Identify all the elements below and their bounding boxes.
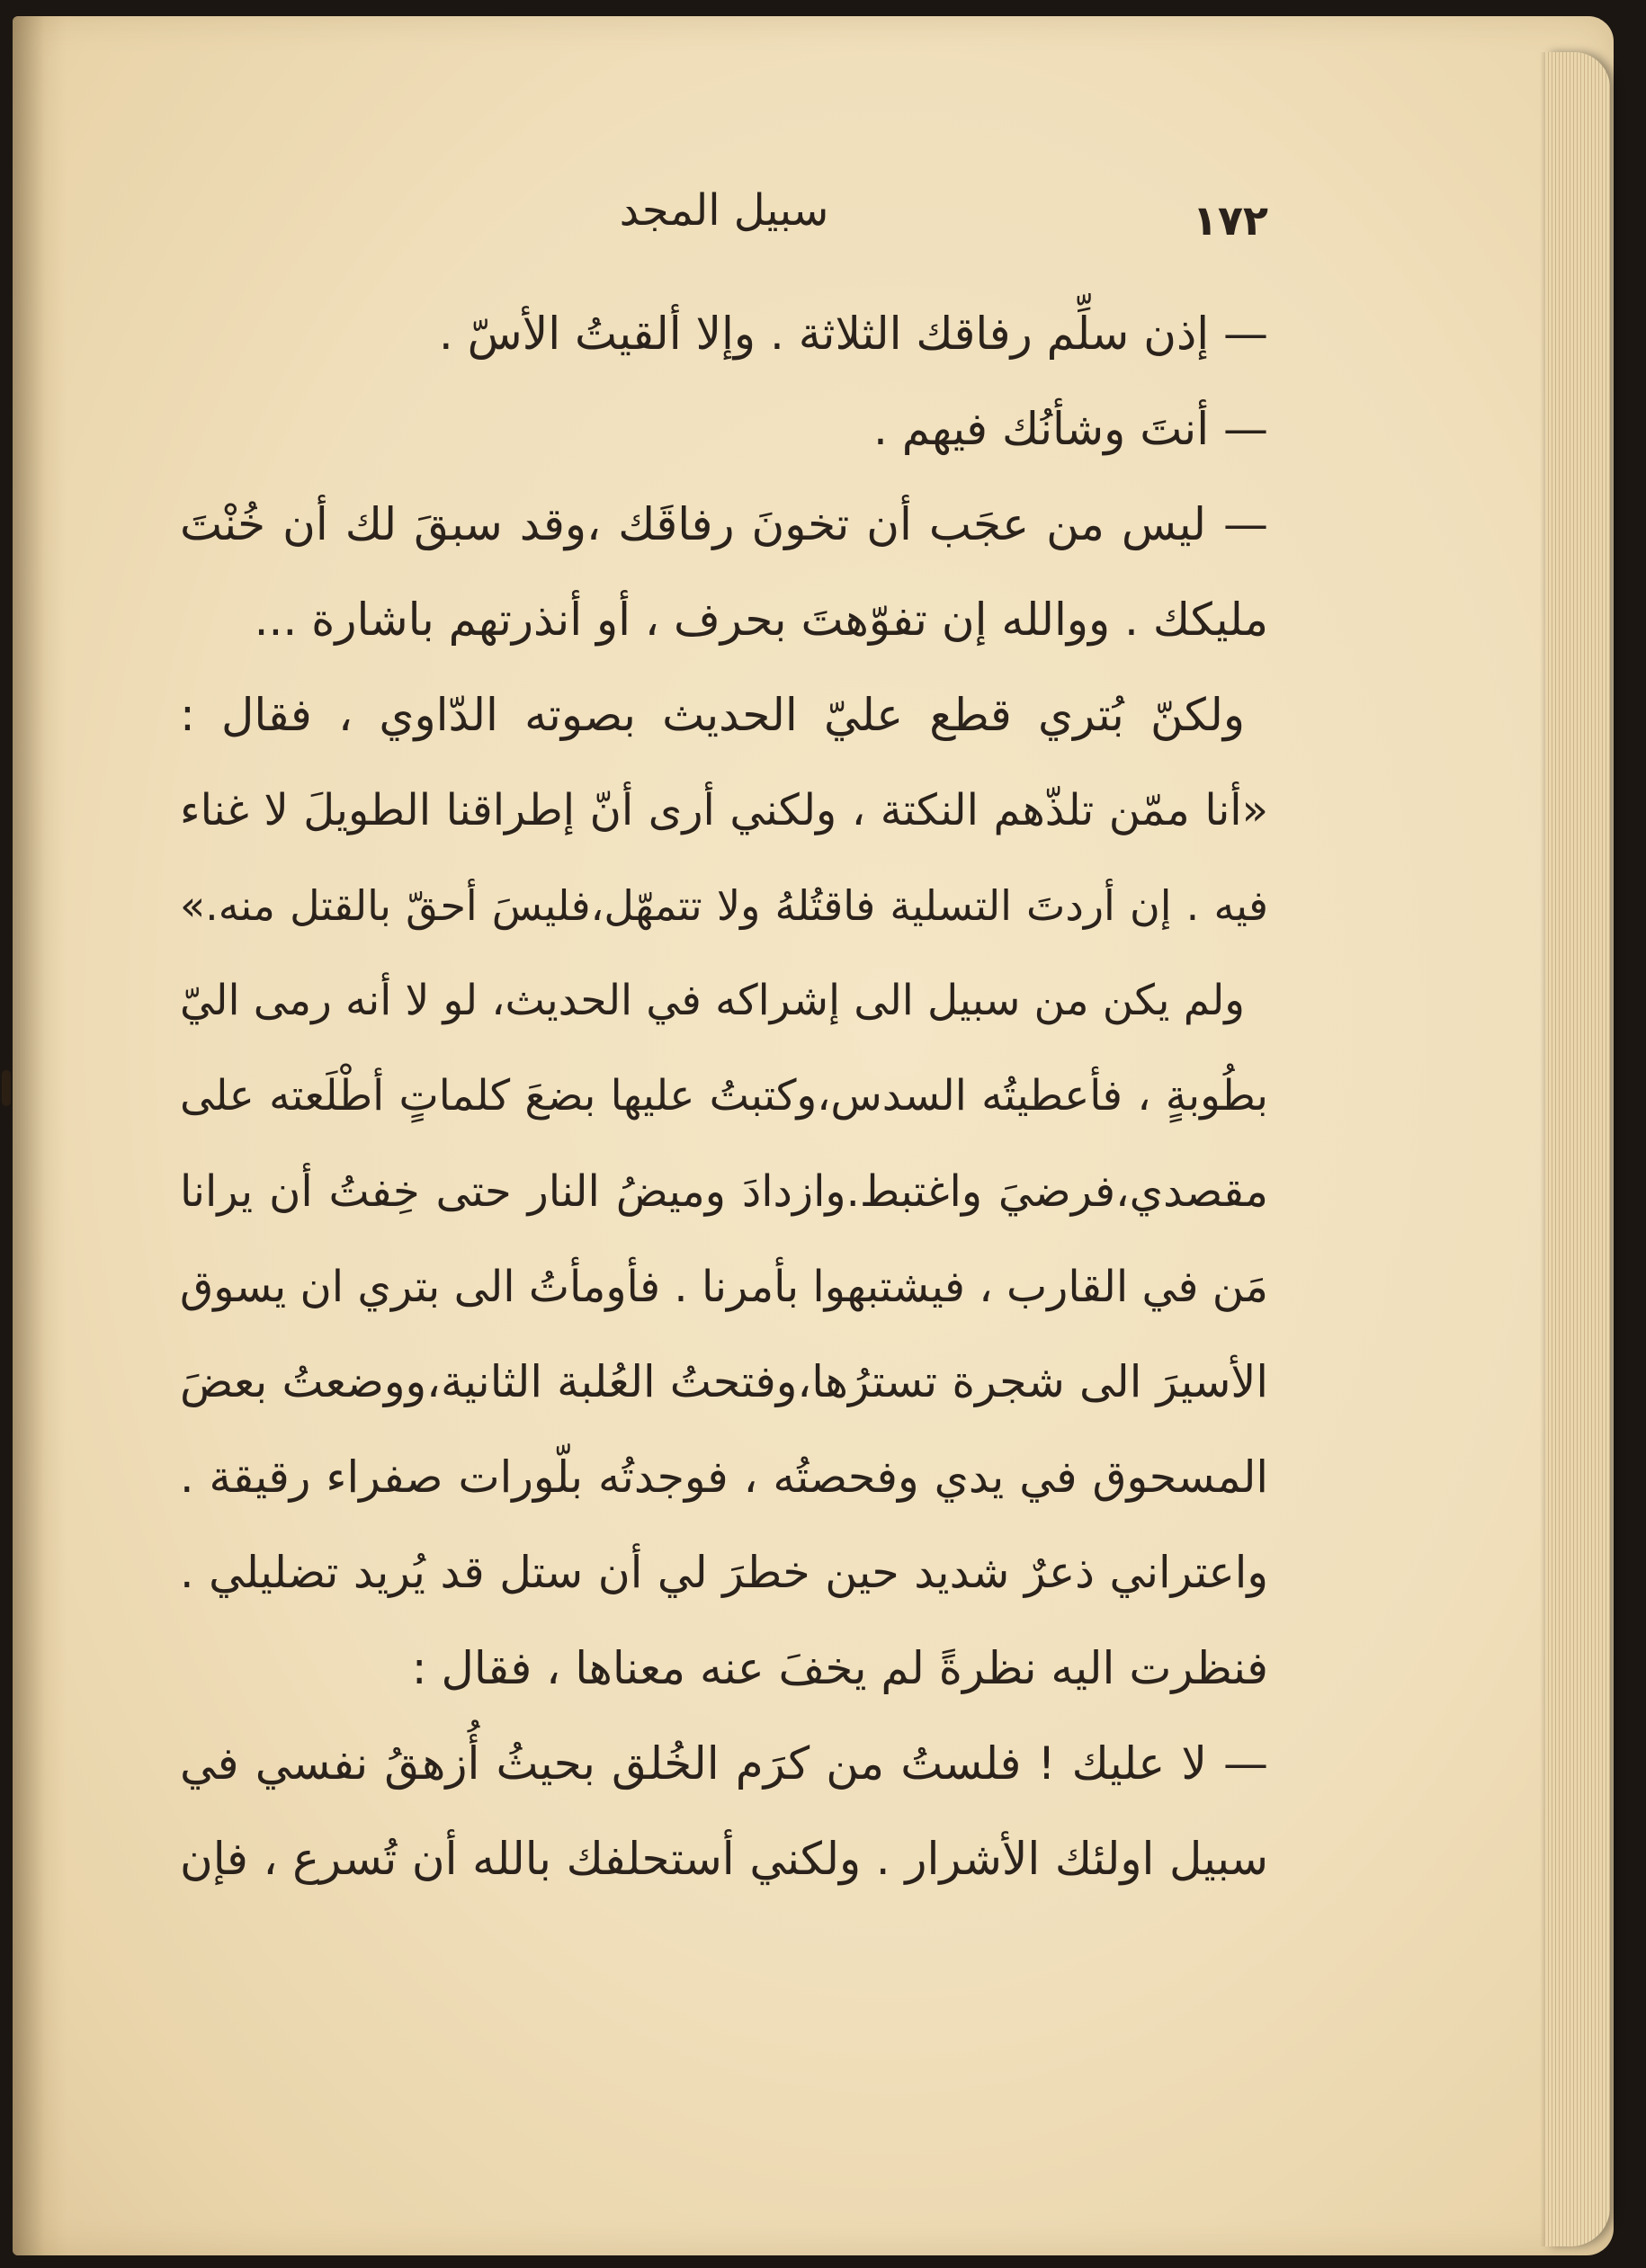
text-line: — لا عليك ! فلستُ من كرَم الخُلق بحيثُ أُزهقُ نفسي في [180, 1737, 1268, 1790]
binding-gutter [13, 16, 67, 2255]
text-line: واعتراني ذعرٌ شديد حين خطرَ لي أن ستل قد يُريد تضليلي . [180, 1547, 1268, 1598]
running-title: سبيل المجد [619, 185, 829, 236]
text-line: — إذن سلِّم رفاقك الثلاثة . وإلا ألقيتُ الأسّ . [438, 308, 1268, 360]
text-line: بطُوبةٍ ، فأعطيتُه السدس،وكتبتُ عليها بضعَ كلماتٍ أطْلَعته على [180, 1071, 1268, 1121]
text-line: ولكنّ بُتري قطع عليّ الحديث بصوته الدّاوي ، فقال : [180, 689, 1245, 741]
page-header [180, 162, 1268, 243]
text-line: سبيل اولئك الأشرار . ولكني أستحلفك بالله أن تُسرع ، فإن [180, 1833, 1268, 1885]
text-line: فيه . إن أردتَ التسلية فاقتُلهُ ولا تتمهّل،فليسَ أحقّ بالقتل منه.» [180, 881, 1268, 930]
text-line: — ليس من عجَب أن تخونَ رفاقَك ،وقد سبقَ لك أن خُنْتَ [180, 498, 1268, 550]
text-line: المسحوق في يدي وفحصتُه ، فوجدتُه بلّورات صفراء رقيقة . [180, 1451, 1268, 1503]
text-line: مقصدي،فرضيَ واغتبط.وازدادَ وميضُ النار حتى خِفتُ أن يرانا [180, 1166, 1268, 1217]
page-edges [1545, 52, 1610, 2246]
page-number: ١٧٢ [1192, 196, 1268, 245]
body-text [180, 286, 1268, 1906]
text-line: ولم يكن من سبيل الى إشراكه في الحديث، لو لا أنه رمى اليّ [180, 976, 1245, 1025]
text-line: «أنا ممّن تلذّهم النكتة ، ولكني أرى أنّ إطراقنا الطويلَ لا غناء [180, 785, 1268, 835]
page-content [180, 162, 1268, 1906]
text-line: الأسيرَ الى شجرة تسترُها،وفتحتُ العُلبة الثانية،ووضعتُ بعضَ [180, 1356, 1268, 1407]
text-line: مليكك . ووالله إن تفوّهتَ بحرف ، أو أنذرتهم باشارة ... [254, 594, 1268, 646]
text-line: مَن في القارب ، فيشتبهوا بأمرنا . فأومأتُ الى بتري ان يسوق [180, 1262, 1268, 1312]
text-line: — أنتَ وشأنُك فيهم . [872, 403, 1268, 455]
text-line: فنظرت اليه نظرةً لم يخفَ عنه معناها ، فقال : [411, 1642, 1268, 1694]
ink-spot [2, 1070, 11, 1106]
